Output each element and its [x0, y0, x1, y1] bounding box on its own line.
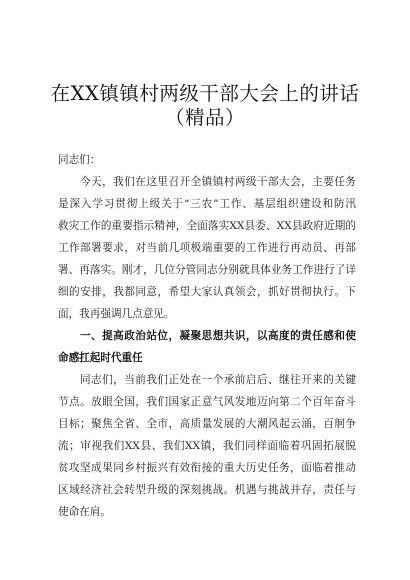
paragraph-2-line: 节点。放眼全国，我们国家正意气风发地迈向第二个百年奋斗: [58, 396, 356, 408]
paragraph-2-line: 区域经济社会转型升级的深刻挑战。机遇与挑战并存，责任与: [58, 484, 356, 496]
paragraph-1-line: 是深入学习贯彻上级关于“三农”工作、基层组织建设和防汛: [58, 198, 356, 210]
paragraph-1-line: 工作部署要求，对当前几项极端重要的工作进行再动员、再部: [58, 242, 356, 254]
document-title: 在XX镇镇村两级干部大会上的讲话: [50, 82, 360, 105]
salutation: 同志们：: [58, 154, 101, 166]
paragraph-1-line: 面，我再强调几点意见。: [58, 308, 175, 320]
section-heading-line: 命感扛起时代重任: [58, 352, 143, 364]
paragraph-2-line: 贫攻坚成果同乡村振兴有效衔接的重大历史任务，面临着推动: [58, 462, 356, 474]
paragraph-1-line: 今天，我们在这里召开全镇镇村两级干部大会，主要任务: [80, 176, 356, 188]
paragraph-2-line: 使命在肩。: [58, 506, 111, 518]
document-title-suffix: （精品）: [164, 106, 245, 129]
paragraph-2-line: 同志们，当前我们正处在一个承前启后、继往开来的关键: [80, 374, 356, 386]
paragraph-1-line: 署、再落实。刚才，几位分管同志分别就具体业务工作进行了详: [58, 264, 356, 276]
paragraph-1-line: 细的安排，我都同意，希望大家认真领会，抓好贯彻执行。下: [58, 286, 356, 298]
paragraph-2-line: 流；审视我们XX县、我们XX镇，我们同样面临着巩固拓展脱: [58, 440, 356, 452]
paragraph-2-line: 目标；聚焦全省、全市，高质量发展的大潮风起云涌，百舸争: [58, 418, 356, 430]
paragraph-1-line: 救灾工作的重要指示精神，全面落实XX县委、XX县政府近期的: [58, 220, 356, 232]
section-heading-line: 一、提高政治站位，凝聚思想共识，以高度的责任感和使: [80, 330, 356, 342]
